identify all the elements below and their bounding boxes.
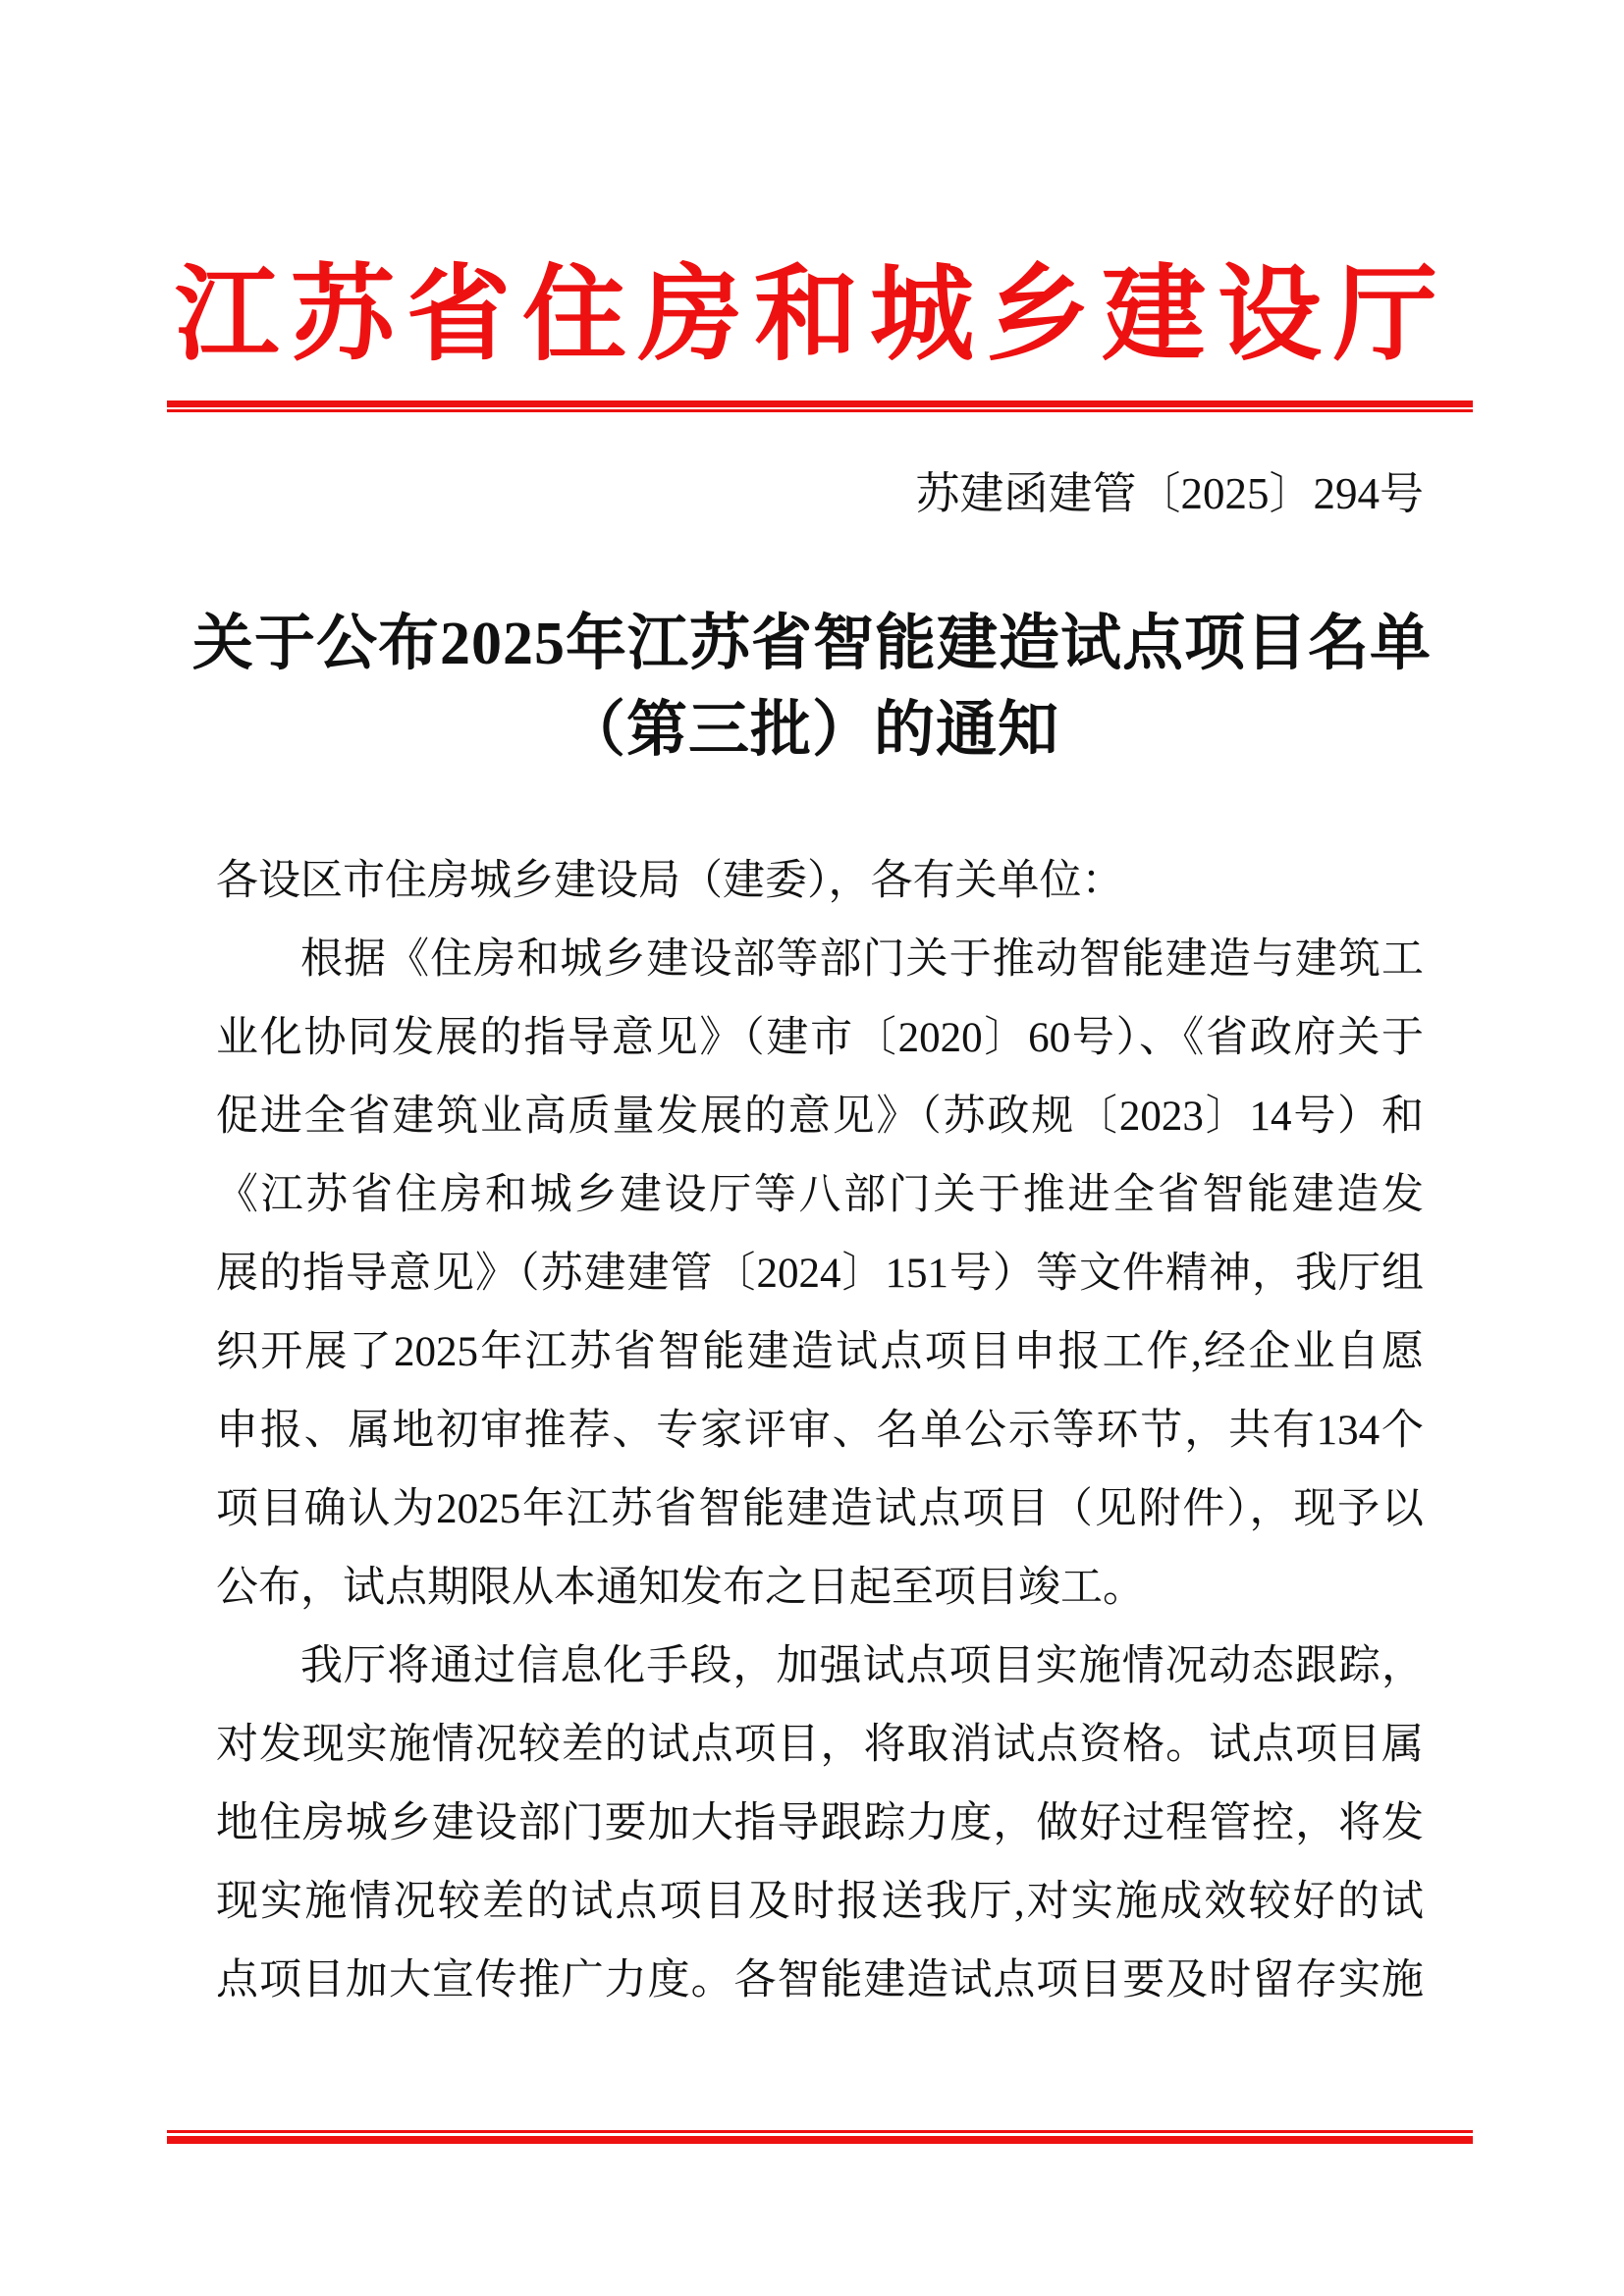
body-line: 织开展了2025年江苏省智能建造试点项目申报工作,经企业自愿 [216, 1329, 1424, 1375]
body-line: 对发现实施情况较差的试点项目，将取消试点资格。试点项目属 [216, 1722, 1424, 1768]
body-line: 公布，试点期限从本通知发布之日起至项目竣工。 [216, 1565, 1145, 1611]
body-line: 点项目加大宣传推广力度。各智能建造试点项目要及时留存实施 [216, 1957, 1424, 2003]
body-line: 业化协同发展的指导意见》（建市〔2020〕60号）、《省政府关于 [216, 1015, 1424, 1061]
body-line: 《江苏省住房和城乡建设厅等八部门关于推进全省智能建造发 [216, 1172, 1424, 1218]
body-line: 我厅将通过信息化手段，加强试点项目实施情况动态跟踪， [300, 1643, 1424, 1689]
footer-divider-rule [167, 2130, 1473, 2144]
body-line: 申报、属地初审推荐、专家评审、名单公示等环节，共有134个 [216, 1408, 1424, 1454]
body-line: 现实施情况较差的试点项目及时报送我厅,对实施成效较好的试 [216, 1879, 1424, 1925]
body-line-salutation: 各设区市住房城乡建设局（建委），各有关单位： [216, 858, 1124, 904]
header-divider-thin-bar [167, 409, 1473, 412]
document-reference-number: 苏建函建管〔2025〕294号 [915, 469, 1424, 518]
header-divider-thick-bar [167, 400, 1473, 407]
notice-title-line-2: （第三批）的通知 [564, 697, 1059, 764]
footer-divider-thin-bar [167, 2130, 1473, 2133]
body-line: 根据《住房和城乡建设部等部门关于推动智能建造与建筑工 [300, 936, 1424, 983]
body-line: 展的指导意见》（苏建建管〔2024〕151号）等文件精神，我厅组 [216, 1251, 1424, 1297]
notice-body [216, 842, 1424, 2020]
notice-title-line-1: 关于公布2025年江苏省智能建造试点项目名单 [191, 611, 1432, 677]
letterhead-agency-title: 江苏省住房和城乡建设厅 [175, 258, 1449, 373]
footer-divider-thick-bar [167, 2136, 1473, 2144]
body-line: 项目确认为2025年江苏省智能建造试点项目（见附件），现予以 [216, 1486, 1424, 1532]
body-line: 促进全省建筑业高质量发展的意见》（苏政规〔2023〕14号）和 [216, 1094, 1424, 1140]
notice-title [0, 601, 1624, 774]
header-divider-rule [167, 400, 1473, 412]
body-line: 地住房城乡建设部门要加大指导跟踪力度，做好过程管控，将发 [216, 1800, 1424, 1846]
